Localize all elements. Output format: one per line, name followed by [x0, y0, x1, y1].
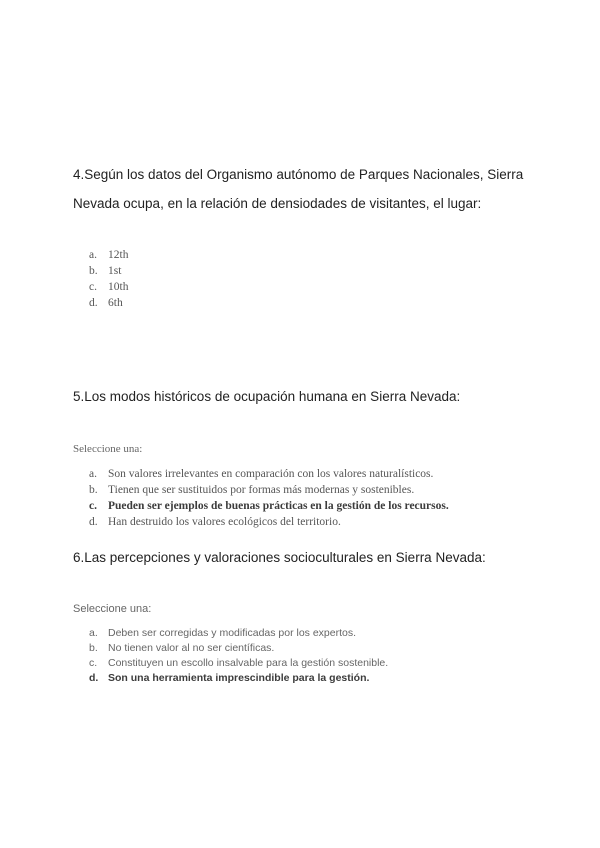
question-4-options	[89, 247, 128, 311]
option-text: No tienen valor al no ser científicas.	[108, 642, 275, 654]
option-a[interactable]	[89, 626, 388, 641]
option-letter: c.	[89, 500, 97, 512]
option-text: Han destruido los valores ecológicos del territorio.	[108, 516, 341, 528]
question-5-title: 5.Los modos históricos de ocupación humana en Sierra Nevada:	[73, 389, 461, 404]
question-4-title-line-2: Nevada ocupa, en la relación de densiodades de visitantes, el lugar:	[73, 196, 482, 211]
option-text: Tienen que ser sustituidos por formas más modernas y sostenibles.	[108, 484, 415, 496]
option-text: Constituyen un escollo insalvable para la gestión sostenible.	[108, 657, 389, 669]
question-5-options	[89, 466, 449, 530]
question-4-title-line-1: 4.Según los datos del Organismo autónomo de Parques Nacionales, Sierra	[73, 167, 524, 182]
option-letter: d.	[89, 297, 98, 309]
option-b[interactable]	[89, 482, 449, 498]
option-letter: a.	[89, 627, 98, 639]
option-text: 1st	[108, 265, 122, 277]
option-text: 10th	[108, 281, 129, 293]
option-c[interactable]	[89, 279, 128, 295]
option-text: Son valores irrelevantes en comparación con los valores naturalísticos.	[108, 468, 434, 480]
option-text: Deben ser corregidas y modificadas por los expertos.	[108, 627, 357, 639]
option-text: 12th	[108, 249, 129, 261]
option-a[interactable]	[89, 247, 128, 263]
option-text: 6th	[108, 297, 123, 309]
option-c-correct[interactable]	[89, 498, 449, 514]
option-c[interactable]	[89, 656, 388, 671]
option-d-correct[interactable]	[89, 671, 388, 686]
option-text: Pueden ser ejemplos de buenas prácticas en la gestión de los recursos.	[108, 500, 449, 512]
option-d[interactable]	[89, 514, 449, 530]
option-a[interactable]	[89, 466, 449, 482]
option-letter: c.	[89, 281, 97, 293]
option-letter: b.	[89, 642, 98, 654]
option-b[interactable]	[89, 263, 128, 279]
question-6-prompt: Seleccione una:	[73, 603, 152, 615]
option-letter: b.	[89, 484, 98, 496]
option-letter: a.	[89, 249, 97, 261]
option-letter: b.	[89, 265, 98, 277]
question-6-options	[89, 626, 388, 686]
option-letter: d.	[89, 672, 99, 684]
question-6-title: 6.Las percepciones y valoraciones socioculturales en Sierra Nevada:	[73, 550, 486, 565]
option-d[interactable]	[89, 295, 128, 311]
option-letter: a.	[89, 468, 97, 480]
option-b[interactable]	[89, 641, 388, 656]
option-letter: d.	[89, 516, 98, 528]
question-5-prompt: Seleccione una:	[73, 443, 143, 455]
option-text: Son una herramienta imprescindible para la gestión.	[108, 672, 370, 684]
option-letter: c.	[89, 657, 98, 669]
